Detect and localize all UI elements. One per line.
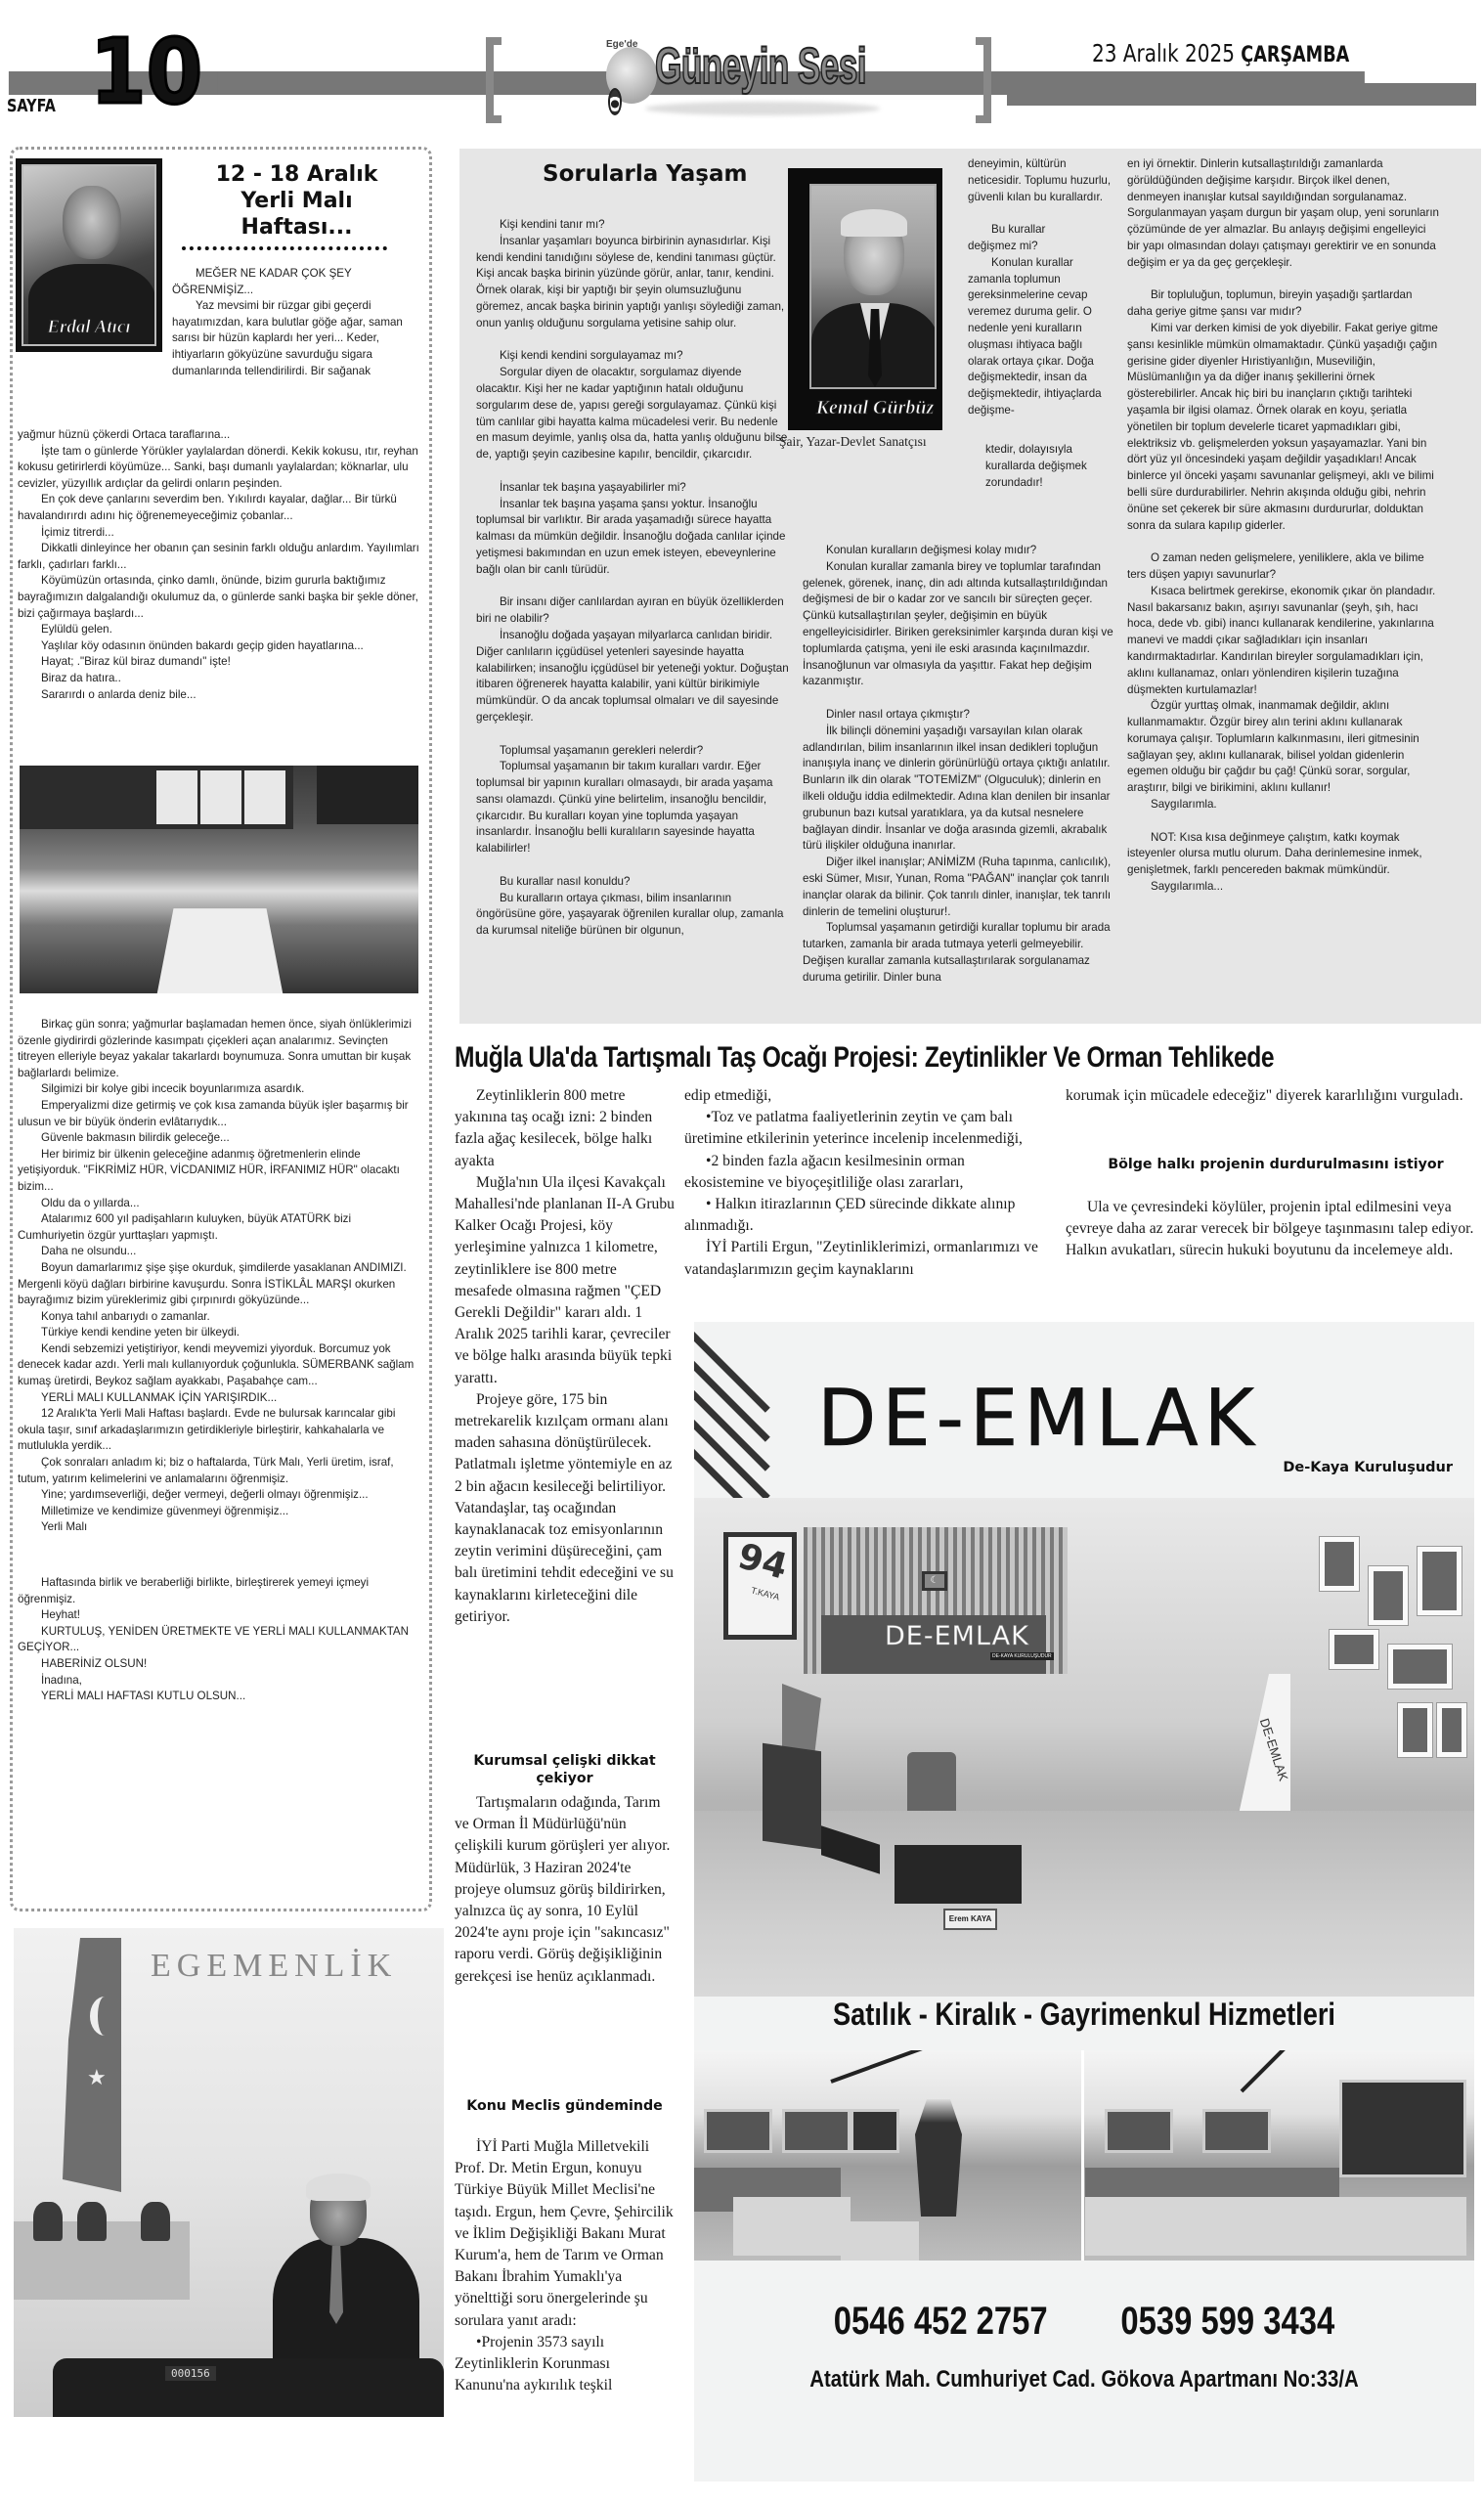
paragraph: Türkiye kendi kendine yeten bir ülkeydi. — [41, 1326, 240, 1339]
paragraph: İçimiz titrerdi... — [41, 525, 114, 539]
paragraph: Daha ne olsundu... — [41, 1245, 137, 1258]
evil-eye-icon — [608, 88, 622, 115]
ad-phone-numbers — [764, 2300, 1404, 2344]
news-paragraph: İYİ Parti Muğla Milletvekili Prof. Dr. Metin Ergun, konuyu Türkiye Büyük Millet Meclisi'ne taşıdı. Ergun, hem Çevre, Şehircilik ve İklim Değişikliği Bakanı Murat Kurum'a, hem de Tarım ve Orman Bakanı İbrahim Yumaklı'ya yönelttiği soru önergelerinde şu sorulara yanıt aradı: — [455, 2138, 674, 2329]
logo-small-text: Ege'de — [606, 39, 638, 50]
paragraph: Haftasında birlik ve beraberliği birlikte, birleştirerek yemeyi içmeyi öğrenmişiz. — [18, 1576, 370, 1605]
news-paragraph: •2 binden fazla ağacın kesilmesinin orman ekosistemine ve biyoçeşitliliğe olası zararları, — [684, 1152, 965, 1191]
paragraph: Hayat; ."Biraz kül biraz dumandı" işte! — [41, 655, 231, 669]
paragraph: Bir insanı diğer canlılardan ayıran en büyük özelliklerden biri ne olabilir? — [476, 595, 784, 626]
news-column-3 — [1066, 1085, 1476, 1107]
news-paragraph: •Toz ve patlatma faaliyetlerinin zeytin ve çam balı üretimine etkilerinin yeterince incelenip incelenmediği, — [684, 1109, 1023, 1148]
paragraph: İnsanoğlu doğada yaşayan milyarlarca canlıdan biridir. Diğer canlıların içgüdüsel yetenleri sayesinde hayatta kalabilirken; insanoğlu içgüdüsel bir yeteneği yoktur. Doğuştan itibaren öğrenerek hayatta kalabilir, yani kültür birikimiyle mümkündür. O da ancak toplumsal olmaları ve dil sayesinde gerçekleşir. — [476, 628, 789, 724]
paragraph-gap — [476, 579, 789, 595]
paragraph: Heyhat! — [41, 1608, 80, 1622]
column-body-a — [18, 427, 420, 703]
paragraph-gap — [1127, 272, 1440, 288]
office-photo-main — [694, 1498, 1474, 1997]
news-paragraph: İYİ Partili Ergun, "Zeytinliklerimizi, ormanlarımızı ve vatandaşlarımızın geçim kaynaklarını — [684, 1239, 1038, 1278]
news-column-1 — [455, 1085, 675, 1628]
paragraph: Özgür yurttaş olmak, inanmamak değildir, aklını kullanmamaktır. Özgür birey alın terini aklını kullanarak korumaya çalışır. Toplumların kalkınmasını, ileri gitmesinin sağlayan şey, aklını kullanarak, bilisel yoldan gidenlerin egemen olduğu bir çağdır bu çağ! Çünkü sorar, sorgular, araştırır, bilgi ve birikimini, aklını kullanır! — [1127, 699, 1419, 795]
jersey-name: T.KAYA — [750, 1585, 781, 1603]
author-name: Kemal Gürbüz — [815, 397, 935, 418]
paragraph: Sorgular diyen de olacaktır, sorgulamaz diyende olacaktır. Kişi her ne kadar yaptığının hatalı olduğunu sorgularım dese de, yapısı gereği sorgulayamaz. Çünkü kişi tüm canlılar gibi hayatta kalma mücadelesi verir. Bu nedenle en masum deyimle, yanlış olsa da, hatta yanlış olduğunu bilse de, yaptığı şeyin cazibesine kapılır, bencildir, çıkarcıdır. — [476, 366, 788, 461]
crescent-icon — [90, 1997, 119, 2036]
author-photo — [16, 158, 162, 352]
parliament-photo — [14, 1928, 444, 2417]
logo-shadow — [645, 102, 880, 115]
page-number: 10 — [90, 20, 203, 124]
paragraph: Kişi kendi kendini sorgulayamaz mı? — [500, 349, 683, 363]
weekday-text: ÇARŞAMBA — [1241, 43, 1350, 67]
paragraph: HABERİNİZ OLSUN! — [41, 1656, 148, 1670]
news-paragraph: edip etmediği, — [684, 1087, 772, 1104]
news-paragraph: Projeye göre, 175 bin metrekarelik kızılçam ormanı alanı maden sahasına dönüştürülecek. Patlatmalı işletme yöntemiyle en az 2 bin ağacın kesileceği belirtiliyor. Vatandaşlar, taş ocağından kaynaklanacak toz emisyonlarının zeytin verimini düşüreceğini, çam balı üretimini tehdit edeceğini ve su kaynaklarını kirleteceğini dile getiriyor. — [455, 1390, 674, 1625]
column-title-line: 12 - 18 Aralık — [215, 162, 378, 187]
news-paragraph: korumak için mücadele edeceğiz" diyerek kararlılığını vurguladı. — [1066, 1087, 1463, 1104]
paragraph: Kendi sebzemizi yetiştiriyor, kendi meyvemizi yiyorduk. Borcumuz yok denecek kadar azdı. Yerli malı kullanıyorduk çoğunlukla. SÜMERBANK sağlam kumaş üretirdi, Beykoz sağlam ayakkabı, Paşabahçe cam... — [18, 1341, 415, 1388]
dotted-separator — [182, 246, 387, 250]
paragraph: İnadına, — [41, 1673, 82, 1687]
paragraph: Toplumsal yaşamanın gerekleri nelerdir? — [500, 743, 704, 757]
paragraph: Konulan kurallar — [991, 255, 1073, 269]
ad-brand: DE-EMLAK — [817, 1373, 1260, 1464]
paragraph-gap — [968, 205, 1114, 222]
author-caption: Şair, Yazar-Devlet Sanatçısı — [779, 434, 927, 449]
news-paragraph: Ula ve çevresindeki köylüler, projenin iptal edilmesini veya çevreye daha az zarar verecek bir bölgeye taşınmasını talep ediyor. Halkın avukatları, sürecin hukuki boyutunu da incelemeye aldı. — [1066, 1199, 1474, 1259]
office-photos-bottom — [694, 2050, 1474, 2261]
paragraph: Bu kuralların ortaya çıkması, bilim insanlarının öngörüsüne göre, yaşayarak öğrenilen kurallar olup, zamanla da kurumsal niteliğe bürünen bir olgunun, — [476, 891, 784, 938]
paragraph: KURTULUŞ, YENİDEN ÜRETMEKTE VE YERLİ MALI KULLANMAKTAN GEÇİYOR... — [18, 1624, 410, 1654]
article-column-1 — [476, 217, 789, 940]
masthead-rule — [220, 71, 459, 95]
paragraph: Bir topluluğun, toplumun, bireyin yaşadığı şartlardan daha geriye gitme şansı var mıdır? — [1127, 288, 1413, 319]
paragraph: Birkaç gün sonra; yağmurlar başlamadan hemen önce, siyah önlüklerimizi özenle giydirirdi gözlerinde kasımpatı çiçekleri açan analarımız. Sevinçten titreyen elleriyle beyaz yakalar takarlardı boynumuza. Sonra umuttan bir kuşak bağlarlardı belimize. — [18, 1018, 412, 1079]
article-column-4 — [1127, 156, 1440, 896]
column-title — [172, 161, 421, 241]
paragraph: Konya tahıl anbarıydı o zamanlar. — [41, 1309, 210, 1323]
logo-bracket-right — [976, 37, 991, 123]
paragraph: İlk bilinçli dönemini yaşadığı varsayılan kılan olarak adlandırılan, bilim insanlarının ilkel insan dedikleri topluğun inanışıyla inanç ve dinlerin görünürlüğü ortaya çıktığı anlatılır. Bunların ilk din olarak "TOTEMİZM" (Olguculuk); dinlerin en ilkeli olduğu iddia edilmektedir. Adına klan denilen bir insanlar grubunun bazı kutsal yaratıklara, ya da kutsal nesnelere bağlayan dindir. İnsanlar ve doğa arasında gizemli, akrabalık türü ilişkiler olduğuna inanırlar. — [803, 724, 1111, 853]
paragraph: İnsanlar tek başına yaşayabilirler mi? — [500, 480, 686, 494]
paragraph: Güvenle bakmasın bilirdik geleceğe... — [41, 1131, 230, 1145]
paragraph-gap — [476, 463, 789, 480]
desk-nameplate: Erem KAYA — [943, 1909, 997, 1930]
paragraph: zamanla toplumun gereksinmelerine cevap veremez duruma gelir. O nedenle yeni kuralların oluşması ihtiyaca bağlı olarak ortaya çıkar. Doğa değişmektedir, insan da değişmektedir, ihtiyaçlarda değişme- — [968, 272, 1102, 417]
news-subheading: Konu Meclis gündeminde — [466, 2098, 663, 2114]
paragraph: Yine; yardımseverliği, değer vermeyi, değerli olmayı öğrenmişiz... — [41, 1488, 369, 1502]
desk-folder — [895, 1845, 1022, 1904]
paragraph: O zaman neden gelişmelere, yeniliklere, akla ve bilime ters düşen yapıyı savunurlar? — [1127, 551, 1424, 581]
paragraph: Konulan kurallar zamanla birey ve toplumlar tarafından gelenek, görenek, inanç, din adı altında kutsallaştırıldığından değişmesi de bir o kadar zor ve sancılı bir süreçten geçer. Çünkü kutsallaştırılan şeyler, değişimin en büyük engelleyicisidirler. Biriken gereksinimler karşında duran kişi ve toplumlarda çatışma, yeni ile eski arasında kaçınılmazdır. İnsanoğlunun var olmasıyla da yaşıttır. Fakat hep değişim kazanmıştır. — [803, 559, 1113, 688]
masthead — [0, 0, 1484, 137]
paragraph: Saygılarımla... — [1151, 880, 1224, 894]
paragraph-gap — [1127, 534, 1440, 550]
seated-person — [141, 2202, 170, 2241]
paragraph: YERLİ MALI HAFTASI KUTLU OLSUN... — [41, 1690, 246, 1703]
office-sign-text: DE-EMLAK — [885, 1621, 1029, 1651]
podium — [53, 2358, 444, 2417]
paragraph: Köyümüzün ortasında, çinko damlı, önünde, bizim gururla baktığımız bayrağımızın dalgalandığı okulumuz da, o günlerde sanki başka bir şekle döner, bizi çağırmaya başlardı... — [18, 574, 418, 620]
author-photo — [788, 168, 942, 430]
paragraph: Toplumsal yaşamanın getirdiği kurallar toplumu bir arada tutarken, zamanla bir arada tutmaya yeterli gelmeyebilir. Değişen kurallar zamanla kutsallaştırılarak sorgulanamaz duruma getirilir. Dinler buna — [803, 921, 1111, 984]
ad-address: Atatürk Mah. Cumhuriyet Cad. Gökova Apartmanı No:33/A — [809, 2366, 1359, 2393]
paragraph: NOT: Kısa kısa değinmeye çalıştım, katkı koymak isteyenler olursa mutlu olurum. Daha derinlemesine inmek, genişletmek, farklı pencereden bakmak mümkündür. — [1127, 830, 1422, 877]
paragraph: İnsanlar tek başına yaşama şansı yoktur. İnsanoğlu toplumsal bir varlıktır. Bir arada yaşamadığı sürece hayatta kalması da mümkün değildir. İnsanoğlu doğada canlılar içinde yetişmesi bakımından en uzun emek isteyen, ebeveynlerine bağlı olan bir canlı türüdür. — [476, 497, 786, 576]
paragraph: 12 Aralık'ta Yerli Mali Haftası başlardı. Evde ne bulursak karıncalar gibi okula taşır, sınıf arkadaşlarımızın getirdikleriyle birleştirir, kahkahalarla ve mutlulukla yerdik... — [18, 1407, 396, 1453]
paragraph: Kısaca belirtmek gerekirse, ekonomik çıkar ön plandadır. Nasıl bakarsanız bakın, aşırıyı savunanlar (şeyh, şıh, hacı hoca, dede vb. gibi) inancı kullanarak kendilerine, yakınlarına manevi ve maddi çıkar sağladıkları için insanları kandırmaktadırlar. Kandırılan bireyler sorgulamadıkları için, aklını kullanamaz, onları yönlendiren kişilerin tuzağına düşmekten kurtulamazlar! — [1127, 584, 1436, 696]
paragraph: YERLİ MALI KULLANMAK İÇİN YARIŞIRDIK... — [41, 1390, 278, 1404]
paragraph: Boyun damarlarımız şişe şişe okurduk, şimdilerde yasaklanan ANDIMIZI. Mergenli köyü dağları birbirine kavuşurdu. Sonra İSTİKLÂL MARŞI okurken bayrağımız bizim yüreklerimiz gibi çırpınırdı gökyüzünde... — [18, 1260, 407, 1307]
paragraph: Yerli Malı — [41, 1520, 88, 1534]
paragraph: Milletimize ve kendimize güvenmeyi öğrenmişiz... — [41, 1504, 289, 1517]
paragraph-gap — [1127, 813, 1440, 830]
paragraph: MEĞER NE KADAR ÇOK ŞEY ÖĞRENMİŞİZ... — [172, 267, 352, 296]
paragraph-gap — [476, 726, 789, 743]
news-paragraph: Muğla'nın Ula ilçesi Kavakçalı Mahallesi'nde planlanan II-A Grubu Kalker Ocağı Projesi, köy yerleşimine yalnızca 1 kilometre, zeytinliklere ise 800 metre mesafede olmasına rağmen "ÇED Gerekli Değildir" kararı aldı. 1 Aralık 2025 tarihli karar, çevreciler ve bölge halkı arasında büyük tepki yarattı. — [455, 1173, 675, 1386]
de-emlak-advertisement[interactable] — [694, 1322, 1474, 2481]
paragraph: Biraz da hatıra.. — [41, 671, 121, 684]
paragraph: Diğer ilkel inanışlar; ANİMİZM (Ruha tapınma, canlıcılık), eski Sümer, Mısır, Yunan, Roma "PAĞAN" inançlar çok tanrılı inançlar olarak da bilinir. Çok tanrılı dinler, inanışlar, tek tanrılı dinlerin de temelini oluşturur!. — [803, 856, 1112, 918]
paragraph: En çok deve çanlarını severdim ben. Yıkılırdı kayalar, dağlar... Bir türkü havalandırırdı adını hiç öğrenemeyeceğimiz çobanlar... — [18, 493, 397, 522]
paragraph: Bu kurallar — [991, 223, 1046, 237]
paragraph-gap — [476, 857, 789, 874]
paragraph: Dikkatli dinleyince her obanın çan sesinin farklı olduğu anlardım. Yayılımları farklı, çadırları farklı... — [18, 542, 419, 571]
monitor — [763, 1743, 821, 1849]
news-paragraph: Tartışmaların odağında, Tarım ve Orman İl Müdürlüğü'nün çelişkili kurum görüşleri yer alıyor. Müdürlük, 3 Haziran 2024'te projeye olumsuz görüş bildirirken, yalnızca üç ay sonra, 10 Eylül 2024'te aynı proje için "sakıncasız" raporu verdi. Görüş değişikliğinin gerekçesi ise henüz açıklanmadı. — [455, 1794, 671, 1985]
paragraph: Toplumsal yaşamanın bir takım kuralları vardır. Eğer toplumsal bir yapının kuralları olmasaydı, bir arada yaşama sansı olamazdı. Çünkü yine belirtelim, insanoğlu bencildir, çıkarcıdır. Bu kuralları koyan yine toplumda yaşayan insanlardır. İnsanoğlu belli kuralıların sayesinde hayatta kalabilirler! — [476, 760, 773, 856]
ad-slogan: Satılık - Kiralık - Gayrimenkul Hizmetleri — [833, 1997, 1335, 2032]
column-title-line: Haftası... — [240, 215, 353, 240]
logo-text: Güneyin Sesi — [655, 38, 866, 95]
paragraph: ktedir, dolayısıyla kurallarda değişmek zorundadır! — [985, 443, 1087, 489]
logo-bracket-left — [486, 37, 502, 123]
seated-person — [77, 2202, 107, 2241]
news-paragraph: • Halkın itirazlarının ÇED sürecinde dikkate alınıp alınmadığı. — [684, 1196, 1016, 1235]
podium-counter: 000156 — [165, 2366, 216, 2381]
company-flag-text: DE-EMLAK — [1256, 1716, 1291, 1783]
article-title: Sorularla Yaşam — [543, 161, 748, 187]
parliament-engraving: EGEMENLİK — [151, 1948, 398, 1984]
star-icon: ★ — [87, 2065, 107, 2089]
jersey-number: 94 — [733, 1536, 792, 1588]
newspaper-logo[interactable] — [587, 35, 899, 115]
ad-tagline: De-Kaya Kuruluşudur — [1283, 1460, 1453, 1475]
masthead-rule-right — [1007, 83, 1476, 106]
paragraph: Dinler nasıl ortaya çıkmıştır? — [826, 707, 970, 721]
phone-number[interactable]: 0546 452 2757 — [833, 2300, 1048, 2343]
author-name: Erdal Atıcı — [47, 317, 131, 337]
paragraph: Oldu da o yıllarda... — [41, 1196, 140, 1209]
news-subheading: Kurumsal çelişki dikkat çekiyor — [473, 1753, 656, 1786]
phone-number[interactable]: 0539 599 3434 — [1120, 2300, 1335, 2343]
photo-frames — [1310, 1537, 1466, 1791]
paragraph: Yaşlılar köy odasının önünden bakardı geçip giden hayatlarına... — [41, 638, 364, 652]
paragraph: Konulan kuralların değişmesi kolay mıdır? — [826, 544, 1037, 556]
paragraph: İşte tam o günlerde Yörükler yaylalardan dönerdi. Kekik kokusu, ıtır, reyhan kokusu getirirlerdi köyümüze... Sanki, başı dumanlı yaylalardan; köknarlar, ulu cevizler, yüzyıllık ardıçlar da gelirdi onların peşinden. — [18, 444, 418, 490]
office-sign-subtext: DE-KAYA KURULUŞUDUR — [992, 1653, 1052, 1659]
paragraph: yağmur hüznü çökerdi Ortaca taraflarına... — [18, 428, 231, 441]
article-column-2-continued — [985, 442, 1113, 491]
paragraph: Silgimizi bir kolye gibi incecik boyunlarımıza asardık. — [41, 1082, 305, 1096]
paragraph: en iyi örnektir. Dinlerin kutsallaştırıldığı zamanlarda görüldüğünden değişime karşıdır. Birçok ilkel denen, denmeyen inanışlar kutsal sayıldığından sorgulanamaz. Sorgulanmayan yaşam durgun bir yaşam olup, yeni sorunların çözümünde de yer almazlar. Bu anlayış değişimi engelleyici bir yapı olmasından dolayı çatışmayı gerektirir ve en sonunda değişim er ya da geç gerçekleşir. — [1127, 157, 1439, 269]
issue-date — [1092, 39, 1349, 67]
seated-person — [33, 2202, 63, 2241]
news-column-2 — [684, 1085, 1046, 1281]
column-body-b — [18, 1017, 420, 1705]
paragraph: Kişi kendini tanır mı? — [500, 218, 605, 231]
paragraph: Emperyalizmi dize getirmiş ve çok kısa zamanda büyük işler başarmış bir ulusun ve bir büyük önderin evlâtarıydık... — [18, 1098, 409, 1128]
paragraph: Her birimiz bir ülkenin geleceğine adanmış öğretmenlerin elinde yetişiyorduk. "FİKRİMİZ HÜR, VİCDANIMIZ HÜR, İRFANIMIZ HÜR" olacaktı bizim... — [18, 1147, 400, 1193]
paragraph: Bu kurallar nasıl konuldu? — [500, 874, 631, 888]
column-intro — [172, 266, 418, 379]
paragraph: Eylüldü gelen. — [41, 623, 112, 637]
paragraph: İnsanlar yaşamları boyunca birbirinin aynasıdırlar. Kişi kendi kendini tanıdığını söylese de, kendini tanıması güçtür. Kişi ancak başka birinin yüzünde görür, anlar, tanır, kendini. Örnek olarak, kişi bir yaptığı bir şeyin olumsuzluğunu göremez, ancak başka birinin yaptığı yanlışı söylediği zaman, onun yanlış olduğunu sorgulama yetisine sahip olur. — [476, 234, 785, 329]
paragraph-gap — [476, 332, 789, 349]
date-text: 23 Aralık 2025 — [1092, 39, 1235, 67]
portrait-figure — [909, 2099, 968, 2217]
paragraph: değişmez mi? — [968, 239, 1038, 252]
paragraph: Çok sonraları anladım ki; biz o haftalarda, Türk Malı, Yerli üretim, israf, tutum, yatırım kelimelerini ve anlamalarını öğrenmişiz. — [18, 1456, 394, 1485]
page-label: SAYFA — [7, 96, 56, 116]
paragraph: Yaz mevsimi bir rüzgar gibi geçerdi hayatımızdan, kara bulutlar göğe ağar, saman sarısı bir hüzün kaplardı her yeri... Keder, ihtiyarların gökyüzüne savurduğu sigara dumanlarında tellendirilirdi. Bir sağanak — [172, 299, 403, 377]
paragraph: Sararırdı o anlarda deniz bile... — [41, 687, 196, 701]
news-column-1-end — [455, 2136, 675, 2396]
framed-flag-icon: ☾ — [922, 1571, 947, 1591]
paragraph: deneyimin, kültürün neticesidir. Toplumu huzurlu, güvenli kılan bu kurallardır. — [968, 157, 1112, 203]
paragraph-gap — [803, 690, 1115, 707]
paragraph: Kimi var derken kimisi de yok diyebilir. Fakat geriye gitme şansı kesinlikle mümkün olmamaktadır. Çünkü yaşadığı çağın gerisine gider diyenler Hıristiyanlığın, Museviliğin, Müslümanlığın ya da diğer inanış şekillerini örnek gösterebilirler. Ancak hiç biri bu inançların çıktığı tarihteki yaşamla bir ilgisi olamaz. Örnek olarak en koyu, şeriatla yönetilen bir toplum develerle ticaret yapmadıkları gibi, elektriksiz vb. gelişmelerden yoksun yaşayamazlar. Yani bin dört yüz yıl öncesindeki yaşam değildir yaşadıkları! Ancak binlerce yıl önceki yaşamı savunanlar gelişmeyi, aklı ve bilimi belli süre durdurabilirler. Nehrin akışında olduğu gibi, nehrin önüne set çekerek bir süre akmasını durdururlar, dolduktan sonra da sulara kapılıp giderler. — [1127, 321, 1438, 532]
news-paragraph: •Projenin 3573 sayılı Zeytinliklerin Korunması Kanunu'na aykırılık teşkil — [455, 2333, 613, 2394]
school-class-photo — [20, 766, 418, 993]
column-title-line: Yerli Malı — [240, 189, 353, 213]
news-headline[interactable]: Muğla Ula'da Tartışmalı Taş Ocağı Projesi: Zeytinlikler Ve Orman Tehlikede — [455, 1041, 1275, 1074]
paragraph: Atalarımız 600 yıl padişahların kuluyken, büyük ATATÜRK bizi Cumhuriyetin özgür yurttaşları yapmıştı. — [18, 1212, 352, 1242]
article-column-2 — [968, 156, 1114, 419]
news-subheading: Bölge halkı projenin durdurulmasını istiyor — [1108, 1157, 1444, 1172]
paragraph: Saygılarımla. — [1151, 798, 1217, 812]
news-paragraph: Zeytinliklerin 800 metre yakınına taş ocağı izni: 2 binden fazla ağaç kesilecek, bölge halkı ayakta — [455, 1087, 653, 1169]
article-column-3 — [803, 543, 1115, 987]
